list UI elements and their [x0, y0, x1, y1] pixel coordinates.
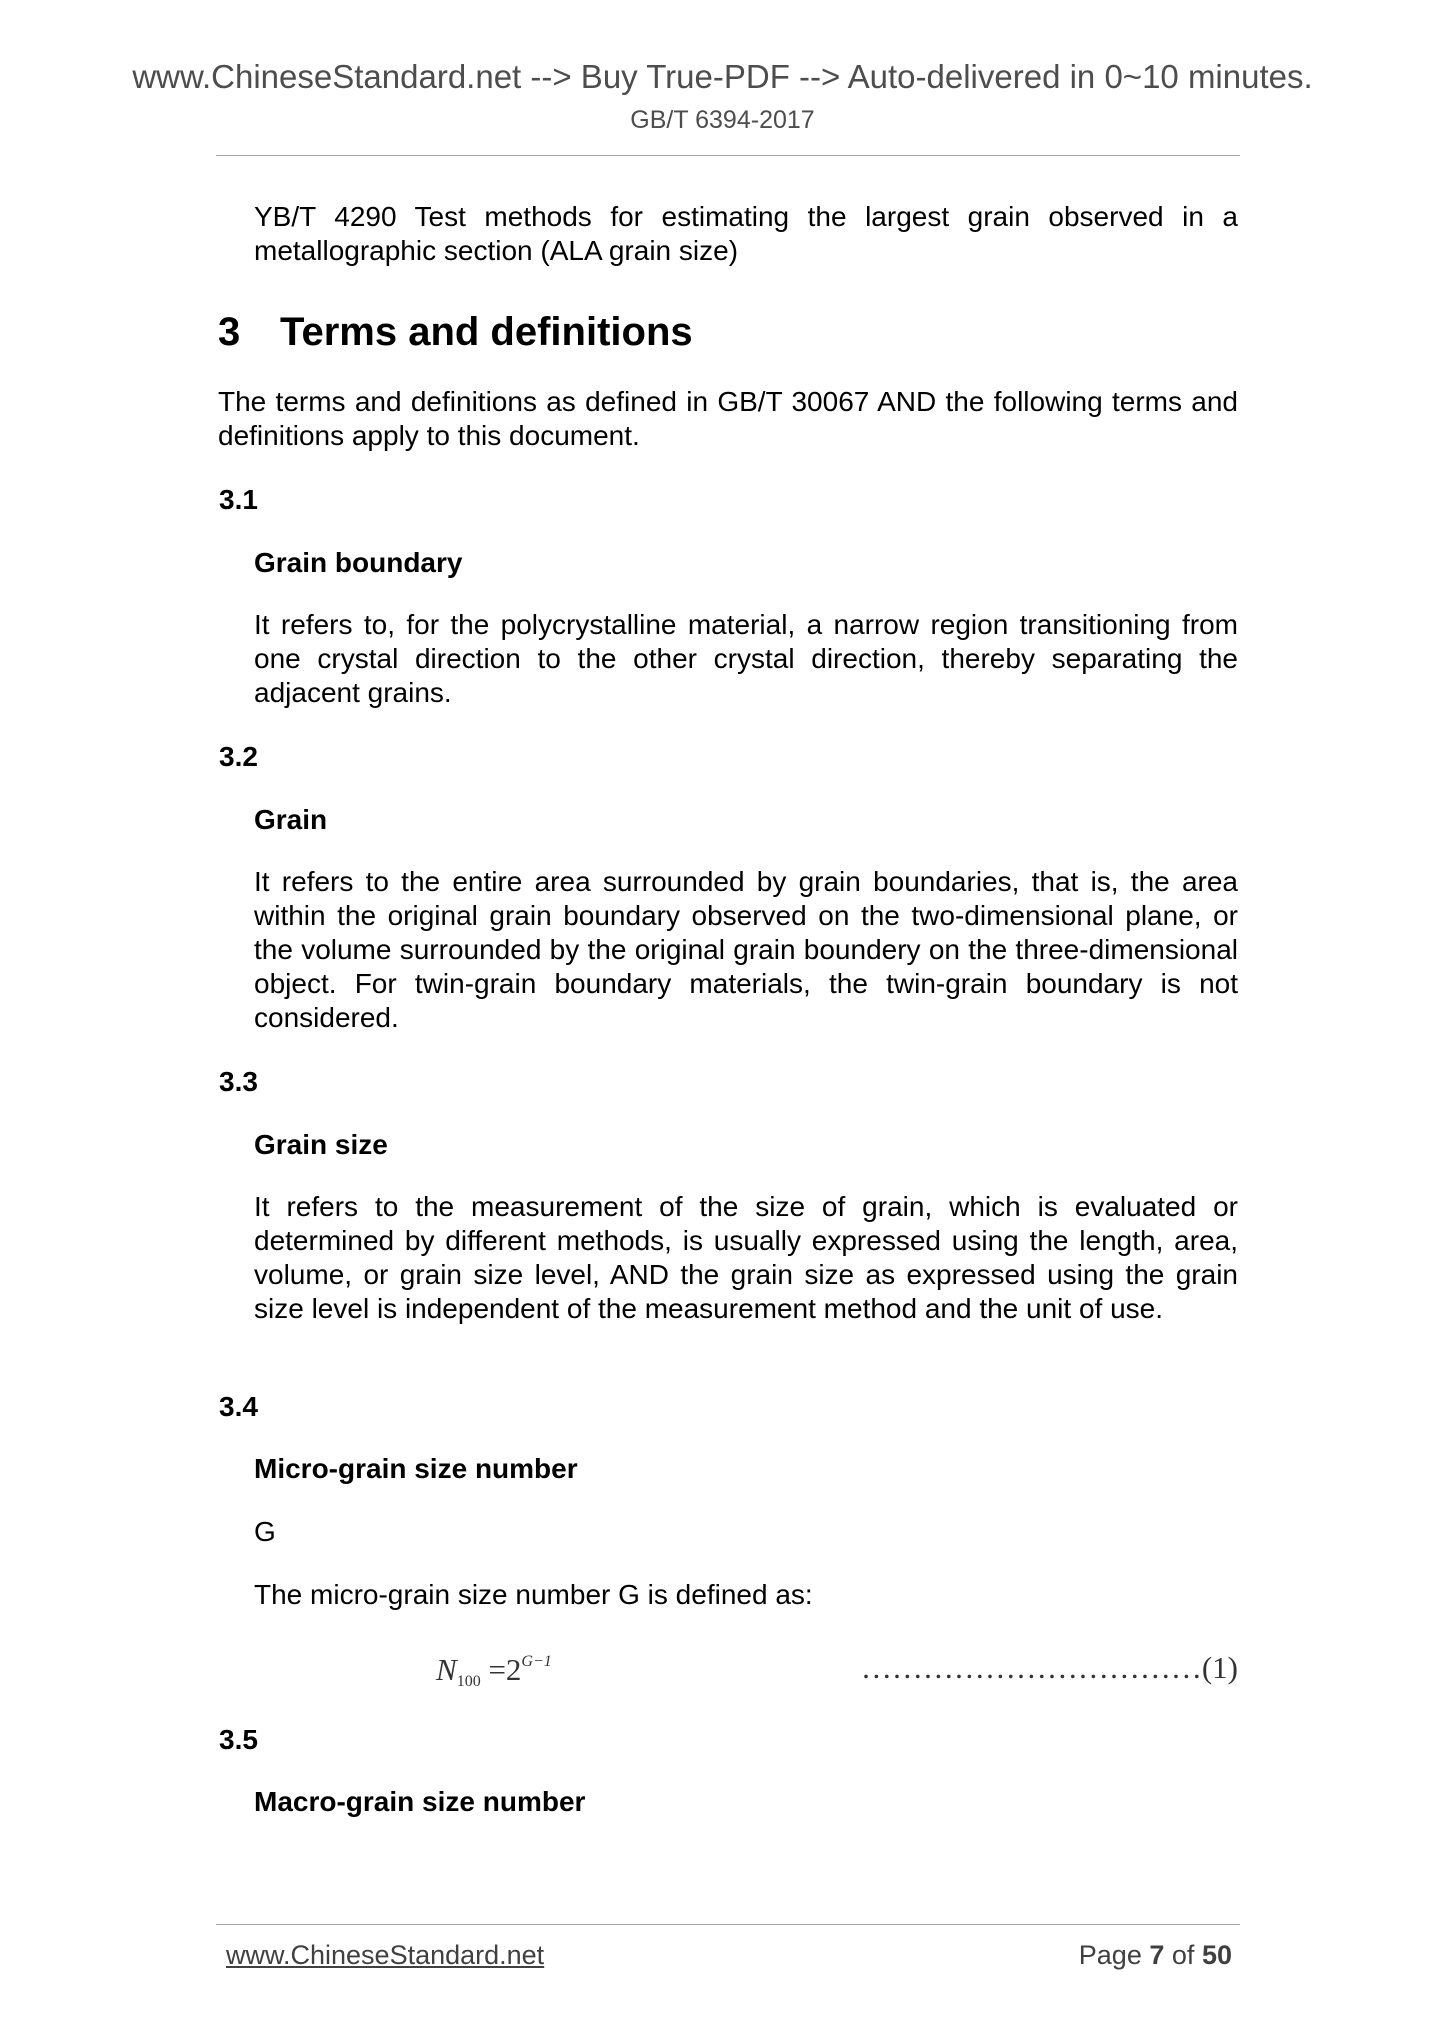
- footer-page-number: 7: [1149, 1940, 1165, 1970]
- formula-lhs-symbol: N: [436, 1652, 457, 1687]
- header-banner: www.ChineseStandard.net --> Buy True-PDF --> Auto-delivered in 0~10 minutes.: [132, 58, 1313, 95]
- formula-number: ……………………………(1): [860, 1650, 1238, 1685]
- footer-page-total: 50: [1201, 1940, 1232, 1970]
- term-macro-grain-size-number: Macro-grain size number: [254, 1786, 586, 1817]
- term-micro-grain-size-number: Micro-grain size number: [254, 1453, 578, 1484]
- definition-grain: It refers to the entire area surrounded by grain boundaries, that is, the area within the original grain boundary observed on the two-dimensional plane, or the volume surrounded by the original grain boundery on the three-dimensional object. For twin-grain boundary materials, the twin-grain boundary is not considered.: [254, 866, 1238, 1033]
- header-doc-code: GB/T 6394-2017: [630, 106, 815, 134]
- clause-number-3-4: 3.4: [219, 1391, 258, 1422]
- term-grain-size: Grain size: [254, 1129, 388, 1160]
- term-symbol-g: G: [254, 1516, 276, 1547]
- clause-number-3-3: 3.3: [219, 1066, 258, 1097]
- header-divider: [216, 155, 1240, 156]
- footer-divider: [216, 1924, 1240, 1925]
- clause-number-3-5: 3.5: [219, 1724, 258, 1755]
- clause-number-3-1: 3.1: [219, 484, 258, 515]
- term-grain: Grain: [254, 804, 328, 835]
- formula-lhs-subscript: 100: [456, 1673, 481, 1690]
- formula-base: 2: [505, 1652, 522, 1687]
- definition-micro-grain-size-number: The micro-grain size number G is defined as:: [254, 1579, 813, 1610]
- footer-site-link[interactable]: www.ChineseStandard.net: [226, 1940, 545, 1970]
- definition-grain-boundary: It refers to, for the polycrystalline material, a narrow region transitioning from one crystal direction to the other crystal direction, thereby separating the adjacent grains.: [254, 609, 1238, 708]
- section-heading: [218, 310, 693, 355]
- formula-exponent: G−1: [521, 1653, 552, 1670]
- term-grain-boundary: Grain boundary: [254, 547, 463, 578]
- normative-reference-item: YB/T 4290 Test methods for estimating the largest grain observed in a metallographic section (ALA grain size): [254, 201, 1238, 266]
- section-number: 3: [218, 310, 241, 354]
- clause-number-3-2: 3.2: [219, 741, 258, 772]
- footer-page-prefix: Page: [1078, 1940, 1142, 1970]
- footer-page-mid: of: [1171, 1940, 1195, 1970]
- section-title: Terms and definitions: [280, 310, 693, 354]
- formula-equals: =: [488, 1652, 506, 1687]
- definition-grain-size: It refers to the measurement of the size of grain, which is evaluated or determined by different methods, is usually expressed using the length, area, volume, or grain size level, AND the grain size as expressed using the grain size level is independent of the measurement method and the unit of use.: [254, 1191, 1238, 1324]
- footer-page-indicator: [1079, 1940, 1232, 1971]
- section-intro: The terms and definitions as defined in GB/T 30067 AND the following terms and definitions apply to this document.: [218, 386, 1238, 451]
- formula-1: [436, 1652, 552, 1691]
